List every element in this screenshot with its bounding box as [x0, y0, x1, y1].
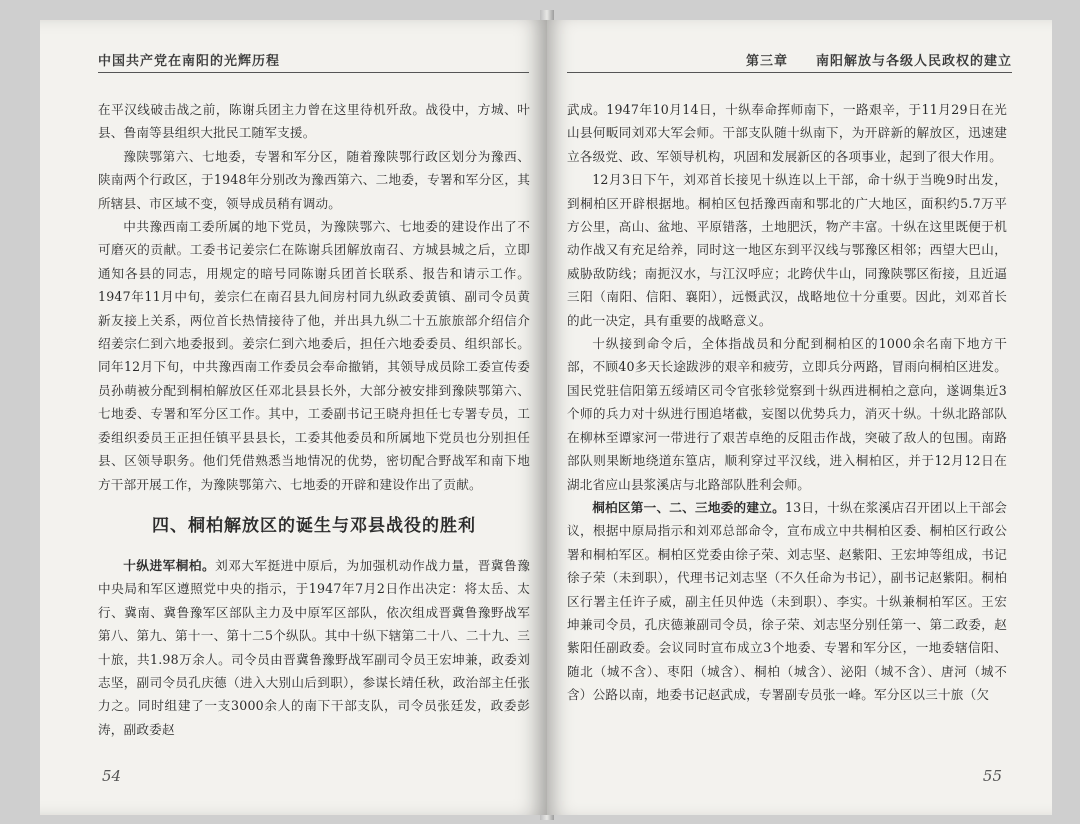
- paragraph: 武成。1947年10月14日，十纵奉命挥师南下，一路艰辛，于11月29日在光山县何畈同刘邓大军会师。干部支队随十纵南下，为开辟新的解放区，迅速建立各级党、政、军领导机构，巩固和发展新区的各项事业，起到了很大作用。: [567, 102, 1007, 164]
- paragraph-lead: 十纵进军桐柏。: [123, 557, 216, 573]
- page-number: 54: [102, 767, 122, 785]
- left-header-rule: [98, 72, 529, 73]
- left-body-text: [98, 98, 530, 741]
- paragraph: [567, 496, 1007, 707]
- paragraph-lead: 桐柏区第一、二、三地委的建立。: [592, 499, 785, 515]
- left-page: [40, 20, 547, 815]
- section-heading: 四、桐柏解放区的诞生与邓县战役的胜利: [152, 515, 476, 536]
- paragraph-body: 13日，十纵在浆溪店召开团以上干部会议，根据中原局指示和刘邓总部命令，宣布成立中共桐柏区委、桐柏区行政公署和桐柏军区。桐柏区党委由徐子荣、刘志坚、赵紫阳、王宏坤等组成，书记徐子荣（未到职），代理书记刘志坚（不久任命为书记），副书记赵紫阳。桐柏区行署主任许子威，副主任贝仲选（未到职）、李实。十纵兼桐柏军区。王宏坤兼司令员，孔庆德兼副司令员，徐子荣、刘志坚分别任第一、第二政委，赵紫阳任副政委。会议同时宣布成立3个地委、专署和军分区，一地委辖信阳、随北（城不含）、枣阳（城含）、桐柏（城含）、泌阳（城不含）、唐河（城不含）公路以南，地委书记赵武成，专署副专员张一峰。军分区以三十旅（欠: [567, 499, 1008, 703]
- right-body-text: [567, 98, 1007, 707]
- right-running-head: 第三章 南阳解放与各级人民政权的建立: [745, 54, 1012, 69]
- paragraph: 12月3日下午，刘邓首长接见十纵连以上干部，命十纵于当晚9时出发，到桐柏区开辟根据地。桐柏区包括豫西南和鄂北的广大地区，面积约5.7万平方公里，高山、盆地、平原错落，土地肥沃，物产丰富。十纵在这里既便于机动作战又有充足给养，同时这一地区东到平汉线与鄂豫区相邻；西望大巴山，威胁敌防线；南扼汉水，与江汉呼应；北跨伏牛山，同豫陕鄂区衔接，且近逼三阳（南阳、信阳、襄阳），远慑武汉，战略地位十分重要。因此，刘邓首长的此一决定，具有重要的战略意义。: [567, 172, 1007, 328]
- paragraph: 豫陕鄂第六、七地委，专署和军分区，随着豫陕鄂行政区划分为豫西、陕南两个行政区，于1948年分别改为豫西第六、二地委，专署和军分区，其所辖县、市区域不变，领导成员稍有调动。: [98, 148, 530, 211]
- paragraph: 十纵接到命令后，全体指战员和分配到桐柏区的1000余名南下地方干部，不顾40多天长途跋涉的艰辛和疲劳，立即兵分两路，冒雨向桐柏区进发。国民党驻信阳第五绥靖区司令官张轸觉察到十纵西进桐柏之意向，遂调集近3个师的兵力对十纵进行围追堵截，妄图以优势兵力，消灭十纵。十纵北路部队在柳林至谭家河一带进行了艰苦卓绝的反阻击作战，突破了敌人的包围。南路部队则果断地绕道东篁店，顺利穿过平汉线，进入桐柏区，并于12月12日在湖北省应山县浆溪店与北路部队胜利会师。: [567, 336, 1007, 492]
- right-header-rule: [567, 72, 1012, 73]
- paragraph: 在平汉线破击战之前，陈谢兵团主力曾在这里待机歼敌。战役中，方城、叶县、鲁南等县组织大批民工随军支援。: [98, 102, 530, 141]
- paragraph-body: 刘邓大军挺进中原后，为加强机动作战力量，晋冀鲁豫中央局和军区遵照党中央的指示，于1947年7月2日作出决定：将太岳、太行、冀南、冀鲁豫军区部队主力及中原军区部队，依次组成晋冀鲁豫野战军第八、第九、第十一、第十二5个纵队。其中十纵下辖第二十八、二十九、三十旅，共1.98万余人。司令员由晋冀鲁豫野战军副司令员王宏坤兼，政委刘志坚，副司令员孔庆德（进入大别山后到职），参谋长靖任秋，政治部主任张力之。同时组建了一支3000余人的南下干部支队，司令员张廷发，政委彭涛，副政委赵: [98, 557, 530, 737]
- page-number: 55: [982, 767, 1002, 785]
- left-running-head: 中国共产党在南阳的光辉历程: [98, 54, 281, 69]
- paragraph: [98, 554, 530, 741]
- paragraph: 中共豫西南工委所属的地下党员，为豫陕鄂六、七地委的建设作出了不可磨灭的贡献。工委书记姜宗仁在陈谢兵团解放南召、方城县城之后，立即通知各县的同志，用规定的暗号同陈谢兵团首长联系、报告和请示工作。1947年11月中旬，姜宗仁在南召县九间房村同九纵政委黄镇、副司令员黄新友接上关系，两位首长热情接待了他，并出具九纵二十五旅旅部介绍信介绍姜宗仁到六地委报到。姜宗仁到六地委后，担任六地委委员、组织部长。同年12月下旬，中共豫西南工作委员会奉命撤销，其领导成员除工委宣传委员孙萌被分配到桐柏解放区任邓北县县长外，大部分被安排到豫陕鄂第六、七地委、专署和军分区工作。其中，工委副书记王晓舟担任七专署专员，工委组织委员王正担任镇平县县长，工委其他委员和所属地下党员也分别担任县、区领导职务。他们凭借熟悉当地情况的优势，密切配合野战军和南下地方干部开展工作，为豫陕鄂第六、七地委的开辟和建设作出了贡献。: [98, 219, 530, 492]
- right-page: [547, 20, 1052, 815]
